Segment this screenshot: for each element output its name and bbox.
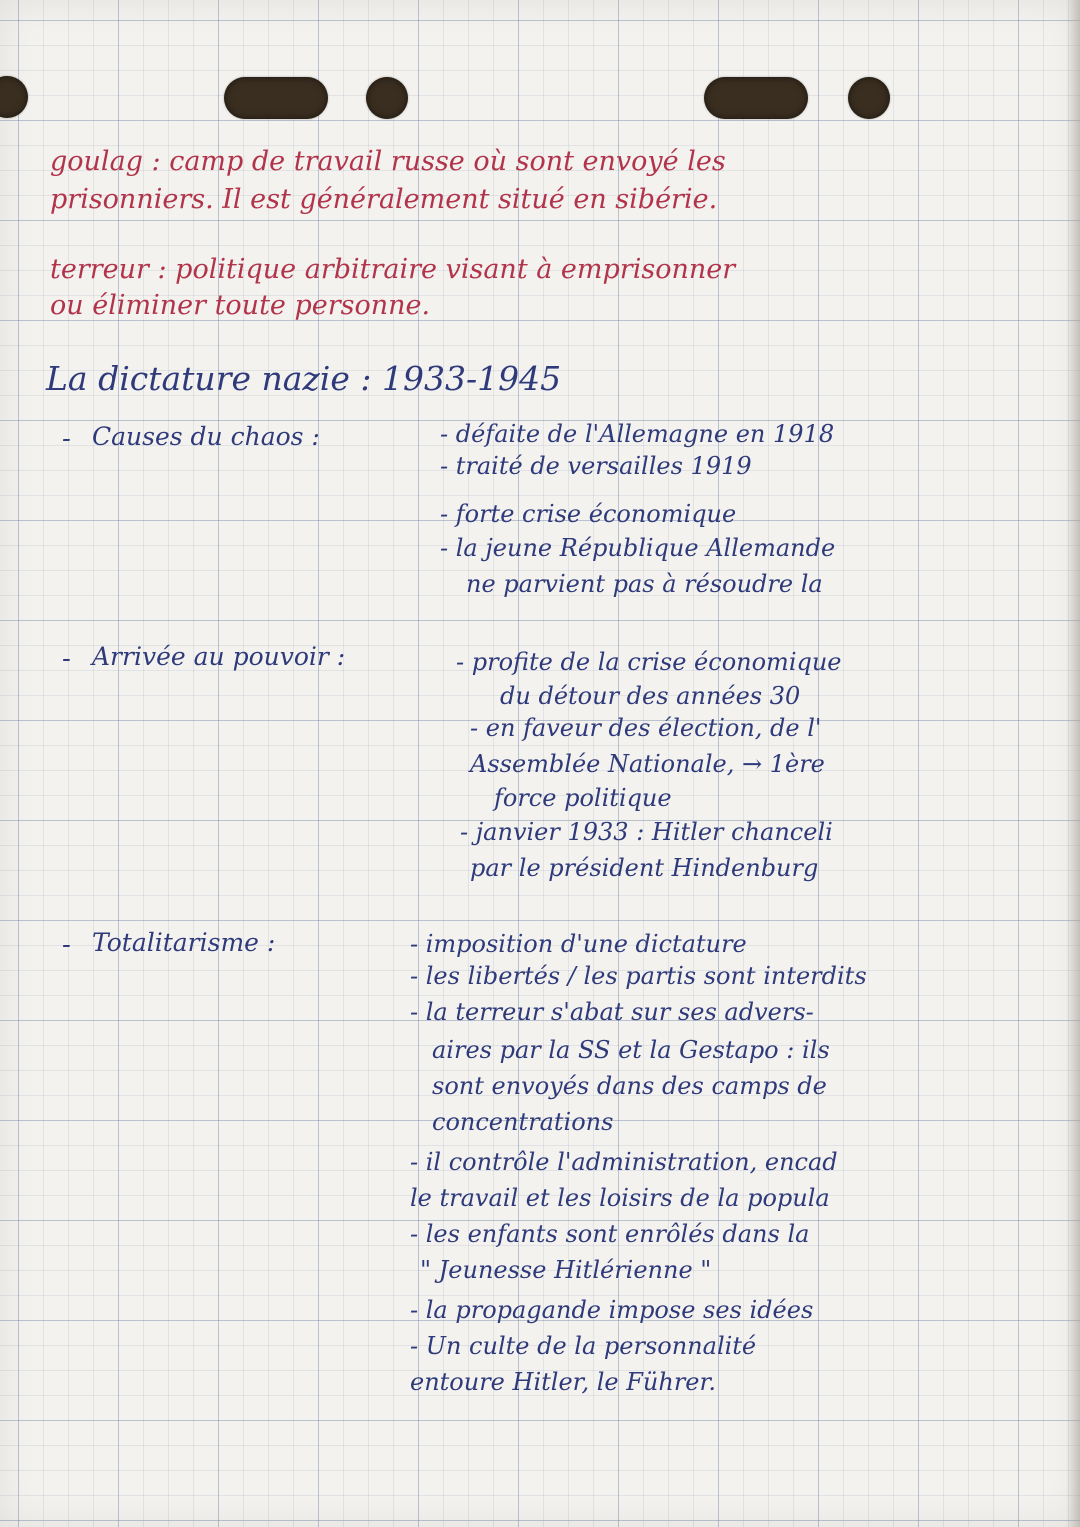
group-totalitarisme-item: le travail et les loisirs de la popula (410, 1184, 830, 1212)
binder-hole-center-right (848, 77, 890, 119)
group-totalitarisme-item: sont envoyés dans des camps de (432, 1072, 827, 1100)
group-arrivee-item: Assemblée Nationale, → 1ère (470, 750, 825, 778)
group-totalitarisme-item: - il contrôle l'administration, encad (410, 1148, 838, 1176)
group-totalitarisme-item: - les enfants sont enrôlés dans la (410, 1220, 810, 1248)
binder-hole-oval-right (704, 77, 808, 119)
group-totalitarisme-item: - la terreur s'abat sur ses advers- (410, 998, 814, 1026)
group-totalitarisme-item: - les libertés / les partis sont interdits (410, 962, 867, 990)
group-totalitarisme-item: - imposition d'une dictature (410, 930, 747, 958)
definition-terreur-line-2: ou éliminer toute personne. (50, 290, 431, 321)
group-label-arrivee: Arrivée au pouvoir : (92, 642, 346, 671)
group-totalitarisme-item: " Jeunesse Hitlérienne " (420, 1256, 712, 1284)
binder-hole-center-left (366, 77, 408, 119)
binder-hole-oval-left (224, 77, 328, 119)
group-totalitarisme-item: concentrations (432, 1108, 614, 1136)
definition-goulag-line-2: prisonniers. Il est généralement situé en sibérie. (50, 184, 718, 215)
group-totalitarisme-item: aires par la SS et la Gestapo : ils (432, 1036, 830, 1064)
group-causes-item: - défaite de l'Allemagne en 1918 (440, 420, 835, 448)
group-totalitarisme-item: - la propagande impose ses idées (410, 1296, 814, 1324)
group-causes-item: - la jeune République Allemande (440, 534, 836, 562)
definition-terreur-line-1: terreur : politique arbitraire visant à emprisonner (50, 254, 736, 285)
group-totalitarisme-item: entoure Hitler, le Führer. (410, 1368, 716, 1396)
group-causes-item: ne parvient pas à résoudre la (466, 570, 823, 598)
group-label-totalitarisme: Totalitarisme : (92, 928, 276, 957)
group-totalitarisme-item: - Un culte de la personnalité (410, 1332, 757, 1360)
group-causes-item: - forte crise économique (440, 500, 737, 528)
group-arrivee-item: force politique (494, 784, 672, 812)
bullet-dash: - (62, 930, 71, 960)
group-arrivee-item: - profite de la crise économique (456, 648, 842, 676)
group-arrivee-item: - en faveur des élection, de l' (470, 714, 822, 742)
section-title: La dictature nazie : 1933-1945 (46, 359, 562, 398)
group-causes-item: - traité de versailles 1919 (440, 452, 752, 480)
group-arrivee-item: du détour des années 30 (500, 682, 801, 710)
group-arrivee-item: par le président Hindenburg (470, 854, 819, 882)
binder-hole-left (0, 76, 28, 118)
group-label-causes: Causes du chaos : (92, 422, 320, 451)
definition-goulag-line-1: goulag : camp de travail russe où sont envoyé les (50, 146, 726, 177)
bullet-dash: - (62, 644, 71, 674)
bullet-dash: - (62, 424, 71, 454)
group-arrivee-item: - janvier 1933 : Hitler chanceli (460, 818, 833, 846)
page-edge (1066, 0, 1080, 1527)
